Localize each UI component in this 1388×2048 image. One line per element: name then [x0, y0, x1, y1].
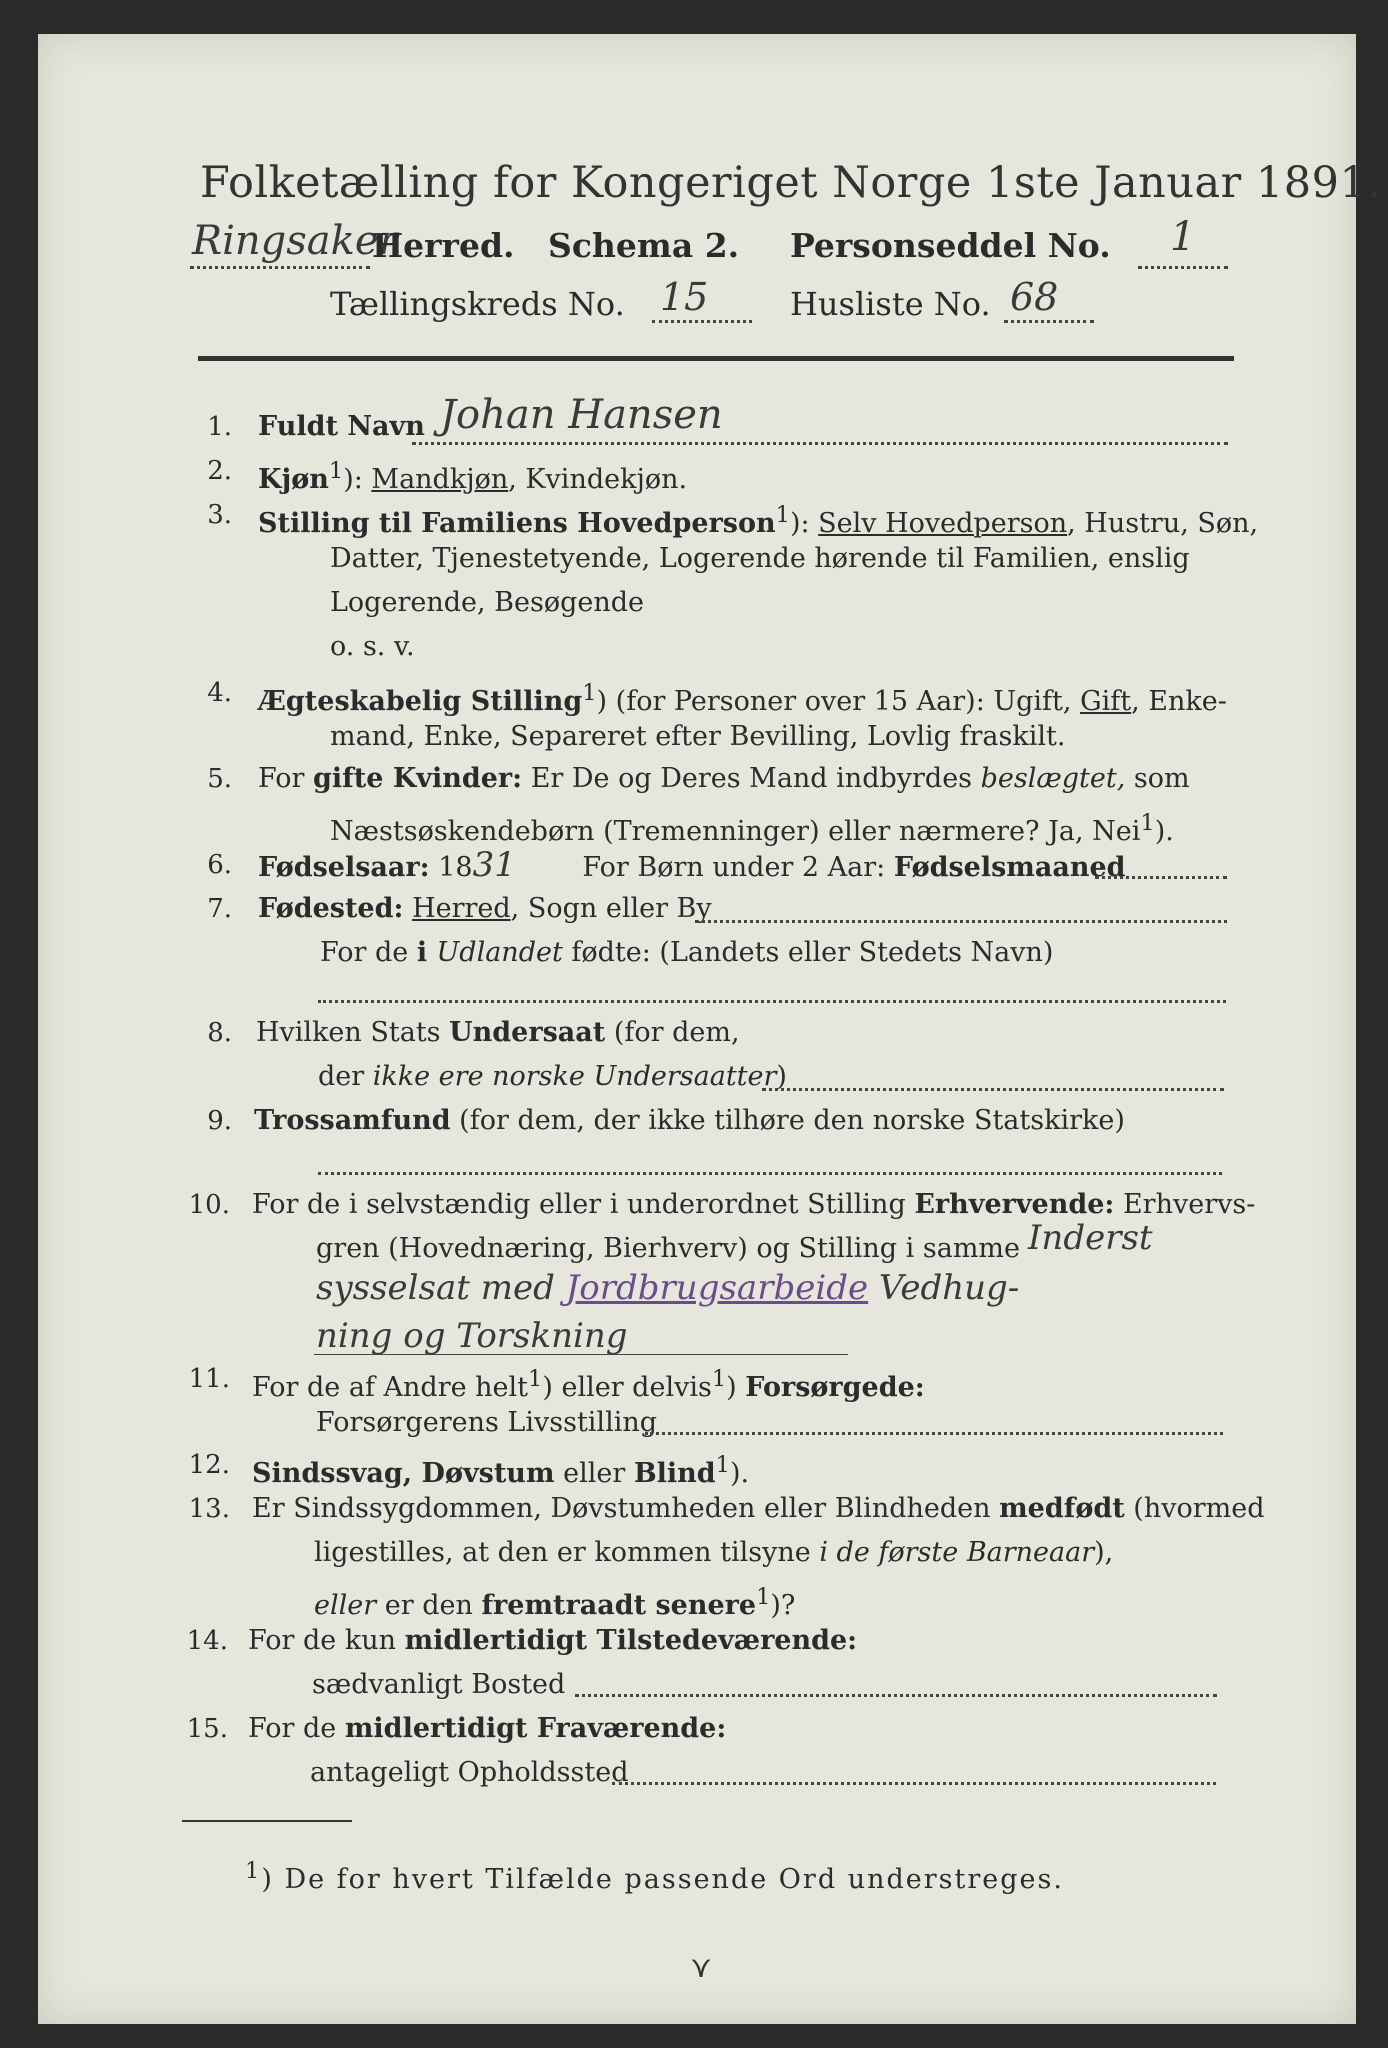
q6-dotline	[1095, 876, 1227, 879]
q12-number: 12.	[188, 1450, 230, 1480]
herred-value: Ringsaker	[192, 218, 398, 264]
herred-dotline	[190, 266, 370, 269]
q10-hw2	[316, 1268, 1019, 1308]
q5-sup: 1	[1140, 810, 1155, 836]
q7-line2-rest: fødte: (Landets eller Stedets Navn)	[562, 937, 1054, 968]
q8-number: 8.	[207, 1018, 232, 1048]
q10-hw3: ning og Torskning	[316, 1316, 628, 1356]
q10-number: 10.	[188, 1190, 230, 1220]
kreds-value: 15	[660, 275, 709, 319]
q3-label: Stilling til Familiens Hovedperson	[258, 508, 776, 539]
q11-mid2: )	[726, 1372, 746, 1403]
q4-label: Ægteskabelig Stilling	[258, 686, 583, 717]
q15-dotline	[612, 1782, 1216, 1785]
q8-line2-pre: der	[318, 1061, 373, 1092]
q9-number: 9.	[207, 1106, 232, 1136]
q13-line1	[252, 1492, 1265, 1526]
q6-label2: Fødselsmaaned	[893, 852, 1126, 883]
q11-label: Forsørgede:	[745, 1372, 925, 1403]
q9-dotline	[318, 1172, 1222, 1175]
q2-opt-mandkjon: Mandkjøn	[371, 464, 509, 495]
q8-line1	[256, 1016, 740, 1050]
q3-colon: ):	[789, 508, 819, 539]
q5-number: 5.	[207, 764, 232, 794]
q13-line2-italic: i de første Barneaar	[819, 1537, 1095, 1568]
q4-line1	[258, 676, 1227, 719]
q12-mid: eller	[554, 1458, 634, 1489]
footnote-sup: 1	[245, 1858, 262, 1884]
page-mark-icon: ⋎	[690, 1950, 712, 1985]
q3-number: 3.	[207, 500, 232, 530]
q10-pre: For de i selvstændig eller i underordnet Stilling	[252, 1189, 915, 1220]
personseddel-value: 1	[1170, 214, 1196, 260]
q7-label: Fødested:	[258, 893, 404, 924]
q2-rest: ):	[343, 464, 372, 495]
footnote	[245, 1858, 1064, 1895]
q3-line1	[258, 498, 1258, 541]
q13-line2-end: ),	[1094, 1537, 1114, 1568]
q4-number: 4.	[207, 678, 232, 708]
q8-line2	[318, 1060, 787, 1094]
q6-value: 31	[472, 845, 516, 885]
q4-rest: ) (for Personer over 15 Aar): Ugift,	[596, 686, 1081, 717]
q10-hw1: Inderst	[1028, 1218, 1153, 1258]
q1-dotline	[412, 442, 1228, 445]
husliste-label: Husliste No.	[790, 285, 991, 323]
q8-rest: (for dem,	[605, 1017, 740, 1048]
q13-line2	[314, 1536, 1113, 1570]
q13-line3-bold: fremtraadt senere	[481, 1590, 757, 1621]
q8-pre: Hvilken Stats	[256, 1017, 450, 1048]
q3-line2: Datter, Tjenestetyende, Logerende hørende til Familien, enslig	[330, 543, 1190, 574]
q7-line2	[320, 936, 1053, 970]
q14-pre: For de kun	[248, 1625, 405, 1656]
q2-label: Kjøn	[258, 464, 329, 495]
husliste-dotline	[1004, 320, 1094, 323]
q5-line2	[330, 806, 1174, 849]
q10-hw2b: Jordbrugsarbeide	[565, 1268, 869, 1308]
q13-line3-end: )?	[770, 1590, 796, 1621]
q15-pre: For de	[248, 1713, 345, 1744]
q5-pre: For	[258, 763, 314, 794]
q3-line4: o. s. v.	[330, 631, 415, 662]
q13-line3	[314, 1580, 795, 1623]
q13-line2-pre: ligestilles, at den er kommen tilsyne	[314, 1537, 820, 1568]
q7-line2-b: i	[416, 937, 437, 968]
q14-number: 14.	[186, 1626, 228, 1656]
q6-rest: For Børn under 2 Aar:	[573, 852, 894, 883]
q6-label: Fødselsaar:	[258, 852, 430, 883]
q8-label: Undersaat	[449, 1017, 606, 1048]
kreds-dotline	[652, 320, 752, 323]
q5-end: som	[1125, 763, 1190, 794]
q13-pre: Er Sindssygdommen, Døvstumheden eller Blindheden	[252, 1493, 1000, 1524]
q11-mid: ) eller delvis	[542, 1372, 712, 1403]
q13-number: 13.	[188, 1494, 230, 1524]
q14-line2: sædvanligt Bosted	[312, 1669, 566, 1700]
q4-line1-end: , Enke-	[1131, 686, 1227, 717]
q1-number: 1.	[207, 412, 232, 442]
q15-line2: antageligt Opholdssted	[310, 1757, 629, 1788]
q10-rest: Erhvervs-	[1114, 1189, 1256, 1220]
q9-rest: (for dem, der ikke tilhøre den norske Statskirke)	[450, 1105, 1125, 1136]
q5-italic: beslægtet,	[980, 763, 1126, 794]
q2-opt-kvindekjon: , Kvindekjøn.	[508, 464, 688, 495]
q2-number: 2.	[207, 456, 232, 486]
q7-rest: , Sogn eller By	[510, 893, 712, 924]
q1-value: Johan Hansen	[440, 392, 723, 438]
q13-line3-mid: er den	[376, 1590, 482, 1621]
q10-line2: gren (Hovednæring, Bierhverv) og Stilling i samme	[316, 1233, 1021, 1264]
footnote-rule	[182, 1820, 352, 1822]
q3-line1-rest: , Hustru, Søn,	[1067, 508, 1259, 539]
q3-sup: 1	[775, 502, 790, 528]
q10-underline	[314, 1354, 848, 1355]
q15-number: 15.	[186, 1714, 228, 1744]
q7-line2-italic: Udlandet	[436, 937, 563, 968]
q7-line1	[258, 892, 712, 926]
q12-label2: Blind	[633, 1458, 716, 1489]
q5-line2-end: ).	[1154, 816, 1174, 847]
q13-line3-italic: eller	[314, 1590, 377, 1621]
q11-sup: 1	[528, 1366, 543, 1392]
q4-line2: mand, Enke, Separeret efter Bevilling, Lovlig fraskilt.	[330, 721, 1066, 752]
q7-line2-pre: For de	[320, 937, 417, 968]
q4-opt-gift: Gift	[1080, 686, 1132, 717]
q1-label: Fuldt Navn	[258, 411, 425, 442]
q5-line2-text: Næstsøskendebørn (Tremenninger) eller nærmere? Ja, Nei	[330, 816, 1141, 847]
q5-rest: Er De og Deres Mand indbyrdes	[522, 763, 981, 794]
q12-end: ).	[730, 1458, 750, 1489]
q10-line1	[252, 1188, 1255, 1222]
q14-line1	[248, 1624, 857, 1658]
q15-label: midlertidigt Fraværende:	[344, 1713, 727, 1744]
q10-hw2a: sysselsat med	[316, 1268, 566, 1308]
q7-opt-herred: Herred	[412, 893, 511, 924]
q12-label: Sindssvag, Døvstum	[252, 1458, 555, 1489]
footnote-text: ) De for hvert Tilfælde passende Ord understreges.	[261, 1864, 1064, 1895]
q10-hw2c: Vedhug-	[868, 1268, 1020, 1308]
personseddel-label: Personseddel No.	[790, 226, 1111, 265]
q11-sup2: 1	[711, 1366, 727, 1392]
q6-number: 6.	[207, 850, 232, 880]
q8-line2-end: )	[776, 1061, 787, 1092]
q9-label: Trossamfund	[254, 1105, 451, 1136]
q8-dotline	[762, 1088, 1224, 1091]
kreds-label: Tællingskreds No.	[330, 285, 625, 323]
form-title: Folketælling for Kongeriget Norge 1ste Januar 1891.	[200, 158, 1382, 208]
q15-line1	[248, 1712, 726, 1746]
q3-opt-selv: Selv Hovedperson	[818, 508, 1068, 539]
q12-sup: 1	[715, 1452, 730, 1478]
q13-sup: 1	[756, 1584, 771, 1610]
q13-rest: (hvormed	[1124, 1493, 1265, 1524]
q7-answer-dotline	[318, 1000, 1226, 1003]
q7-dotline	[695, 920, 1227, 923]
herred-label: Herred.	[372, 226, 515, 265]
q14-dotline	[575, 1694, 1217, 1697]
q4-sup: 1	[582, 680, 597, 706]
q6-line	[258, 845, 1126, 885]
q3-line3: Logerende, Besøgende	[330, 587, 644, 618]
q11-line1	[252, 1362, 925, 1405]
q10-label: Erhvervende:	[914, 1189, 1115, 1220]
q11-dotline	[645, 1432, 1223, 1435]
husliste-value: 68	[1010, 275, 1059, 319]
q12-line	[252, 1448, 749, 1491]
q5-line1	[258, 762, 1190, 796]
q13-label: medfødt	[999, 1493, 1125, 1524]
header-divider	[198, 356, 1234, 361]
schema-label: Schema 2.	[548, 226, 740, 265]
q5-label: gifte Kvinder:	[313, 763, 523, 794]
q11-number: 11.	[188, 1364, 230, 1394]
q6-pre: 18	[429, 852, 473, 883]
q7-number: 7.	[207, 894, 232, 924]
q2-line	[258, 454, 687, 497]
personseddel-dotline	[1138, 266, 1228, 269]
q11-pre: For de af Andre helt	[252, 1372, 529, 1403]
q2-sup: 1	[328, 458, 344, 484]
q11-line2: Forsørgerens Livsstilling	[316, 1407, 658, 1438]
q8-line2-italic: ikke ere norske Undersaatter	[372, 1061, 777, 1092]
q9-line	[254, 1104, 1125, 1138]
q14-label: midlertidigt Tilstedeværende:	[404, 1625, 858, 1656]
